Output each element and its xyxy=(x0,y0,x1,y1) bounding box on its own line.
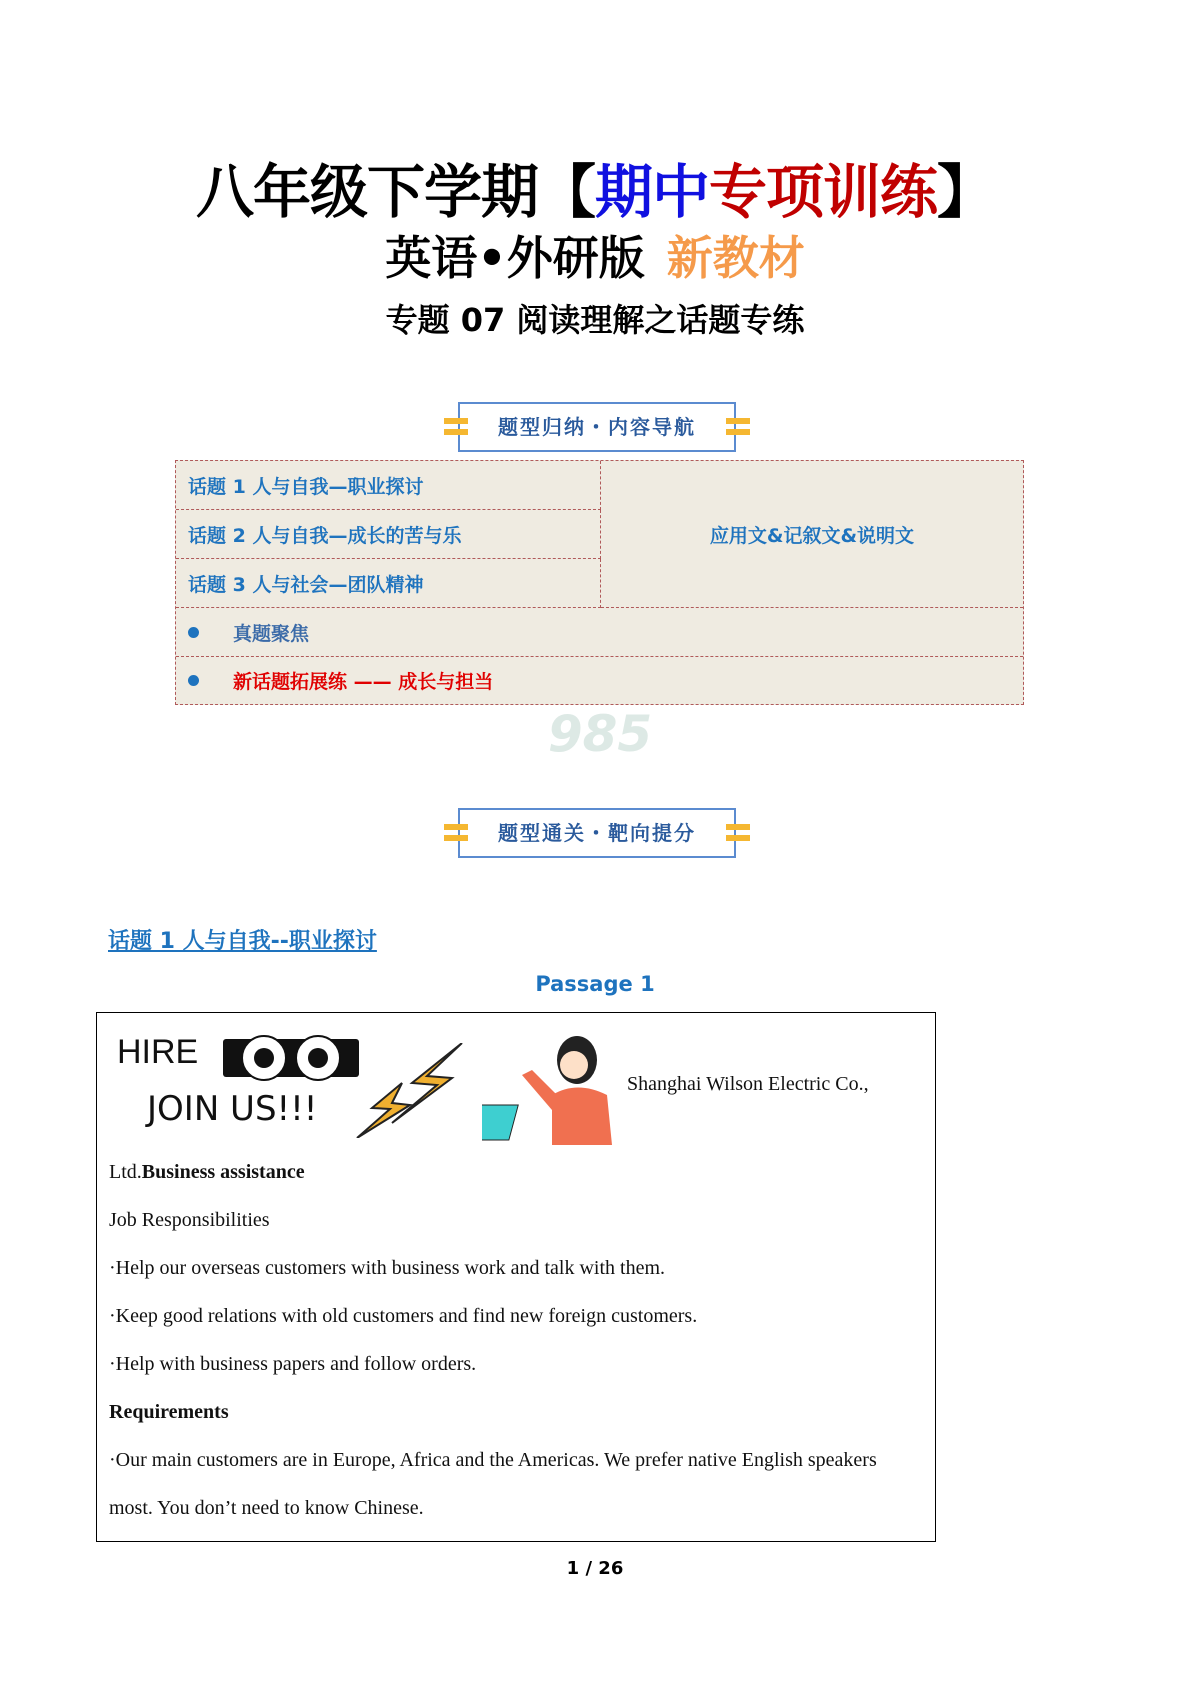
company-name: Shanghai Wilson Electric Co., xyxy=(627,1073,869,1095)
nav-focus[interactable]: 真题聚焦 xyxy=(176,608,1023,657)
join-text: JOIN US!!! xyxy=(147,1089,318,1129)
nav-topic-1[interactable]: 话题 1 人与自我—职业探讨 xyxy=(176,461,601,510)
nav-header: 题型归纳・内容导航 xyxy=(458,402,736,452)
nav-extension[interactable]: 新话题拓展练 —— 成长与担当 xyxy=(176,657,1023,704)
practice-header: 题型通关・靶向提分 xyxy=(458,808,736,858)
tab-decoration-icon xyxy=(726,824,750,842)
eyes-icon xyxy=(223,1039,359,1077)
watermark-logo: 985 xyxy=(547,705,653,763)
nav-topic-3[interactable]: 话题 3 人与社会—团队精神 xyxy=(176,559,601,608)
lightning-icon xyxy=(352,1043,482,1138)
topic-title: 专题 07 阅读理解之话题专练 xyxy=(385,301,805,339)
topic-heading-link[interactable]: 话题 1 人与自我--职业探讨 xyxy=(108,929,377,954)
subtitle: 英语•外研版 新教材 xyxy=(385,231,805,285)
tab-decoration-icon xyxy=(444,418,468,436)
nav-topic-2[interactable]: 话题 2 人与自我—成长的苦与乐 xyxy=(176,510,601,559)
bullet-icon xyxy=(188,627,199,638)
job-ad-box xyxy=(96,1012,936,1542)
responsibilities-title: Job Responsibilities xyxy=(109,1209,270,1231)
responsibility-item: ·Help with business papers and follow orders. xyxy=(109,1353,477,1375)
nav-text-types: 应用文&记叙文&说明文 xyxy=(601,461,1023,608)
main-title: 八年级下学期【期中专项训练】 xyxy=(195,158,995,226)
tab-decoration-icon xyxy=(444,824,468,842)
tab-decoration-icon xyxy=(726,418,750,436)
passage-title: Passage 1 xyxy=(535,972,655,996)
page-number: 1 / 26 xyxy=(566,1558,624,1579)
requirements-title: Requirements xyxy=(109,1401,229,1423)
responsibility-item: ·Help our overseas customers with business work and talk with them. xyxy=(109,1257,666,1279)
requirement-item: ·Our main customers are in Europe, Africa and the Americas. We prefer native English speakers xyxy=(109,1449,877,1471)
requirement-item-cont: most. You don’t need to know Chinese. xyxy=(109,1497,424,1519)
bullet-icon xyxy=(188,675,199,686)
responsibility-item: ·Keep good relations with old customers and find new foreign customers. xyxy=(109,1305,698,1327)
woman-laptop-illustration xyxy=(482,1035,632,1145)
hire-text: HIRE xyxy=(117,1033,199,1071)
job-title-line: Ltd.Business assistance xyxy=(109,1161,305,1183)
content-nav-table xyxy=(175,460,1024,705)
